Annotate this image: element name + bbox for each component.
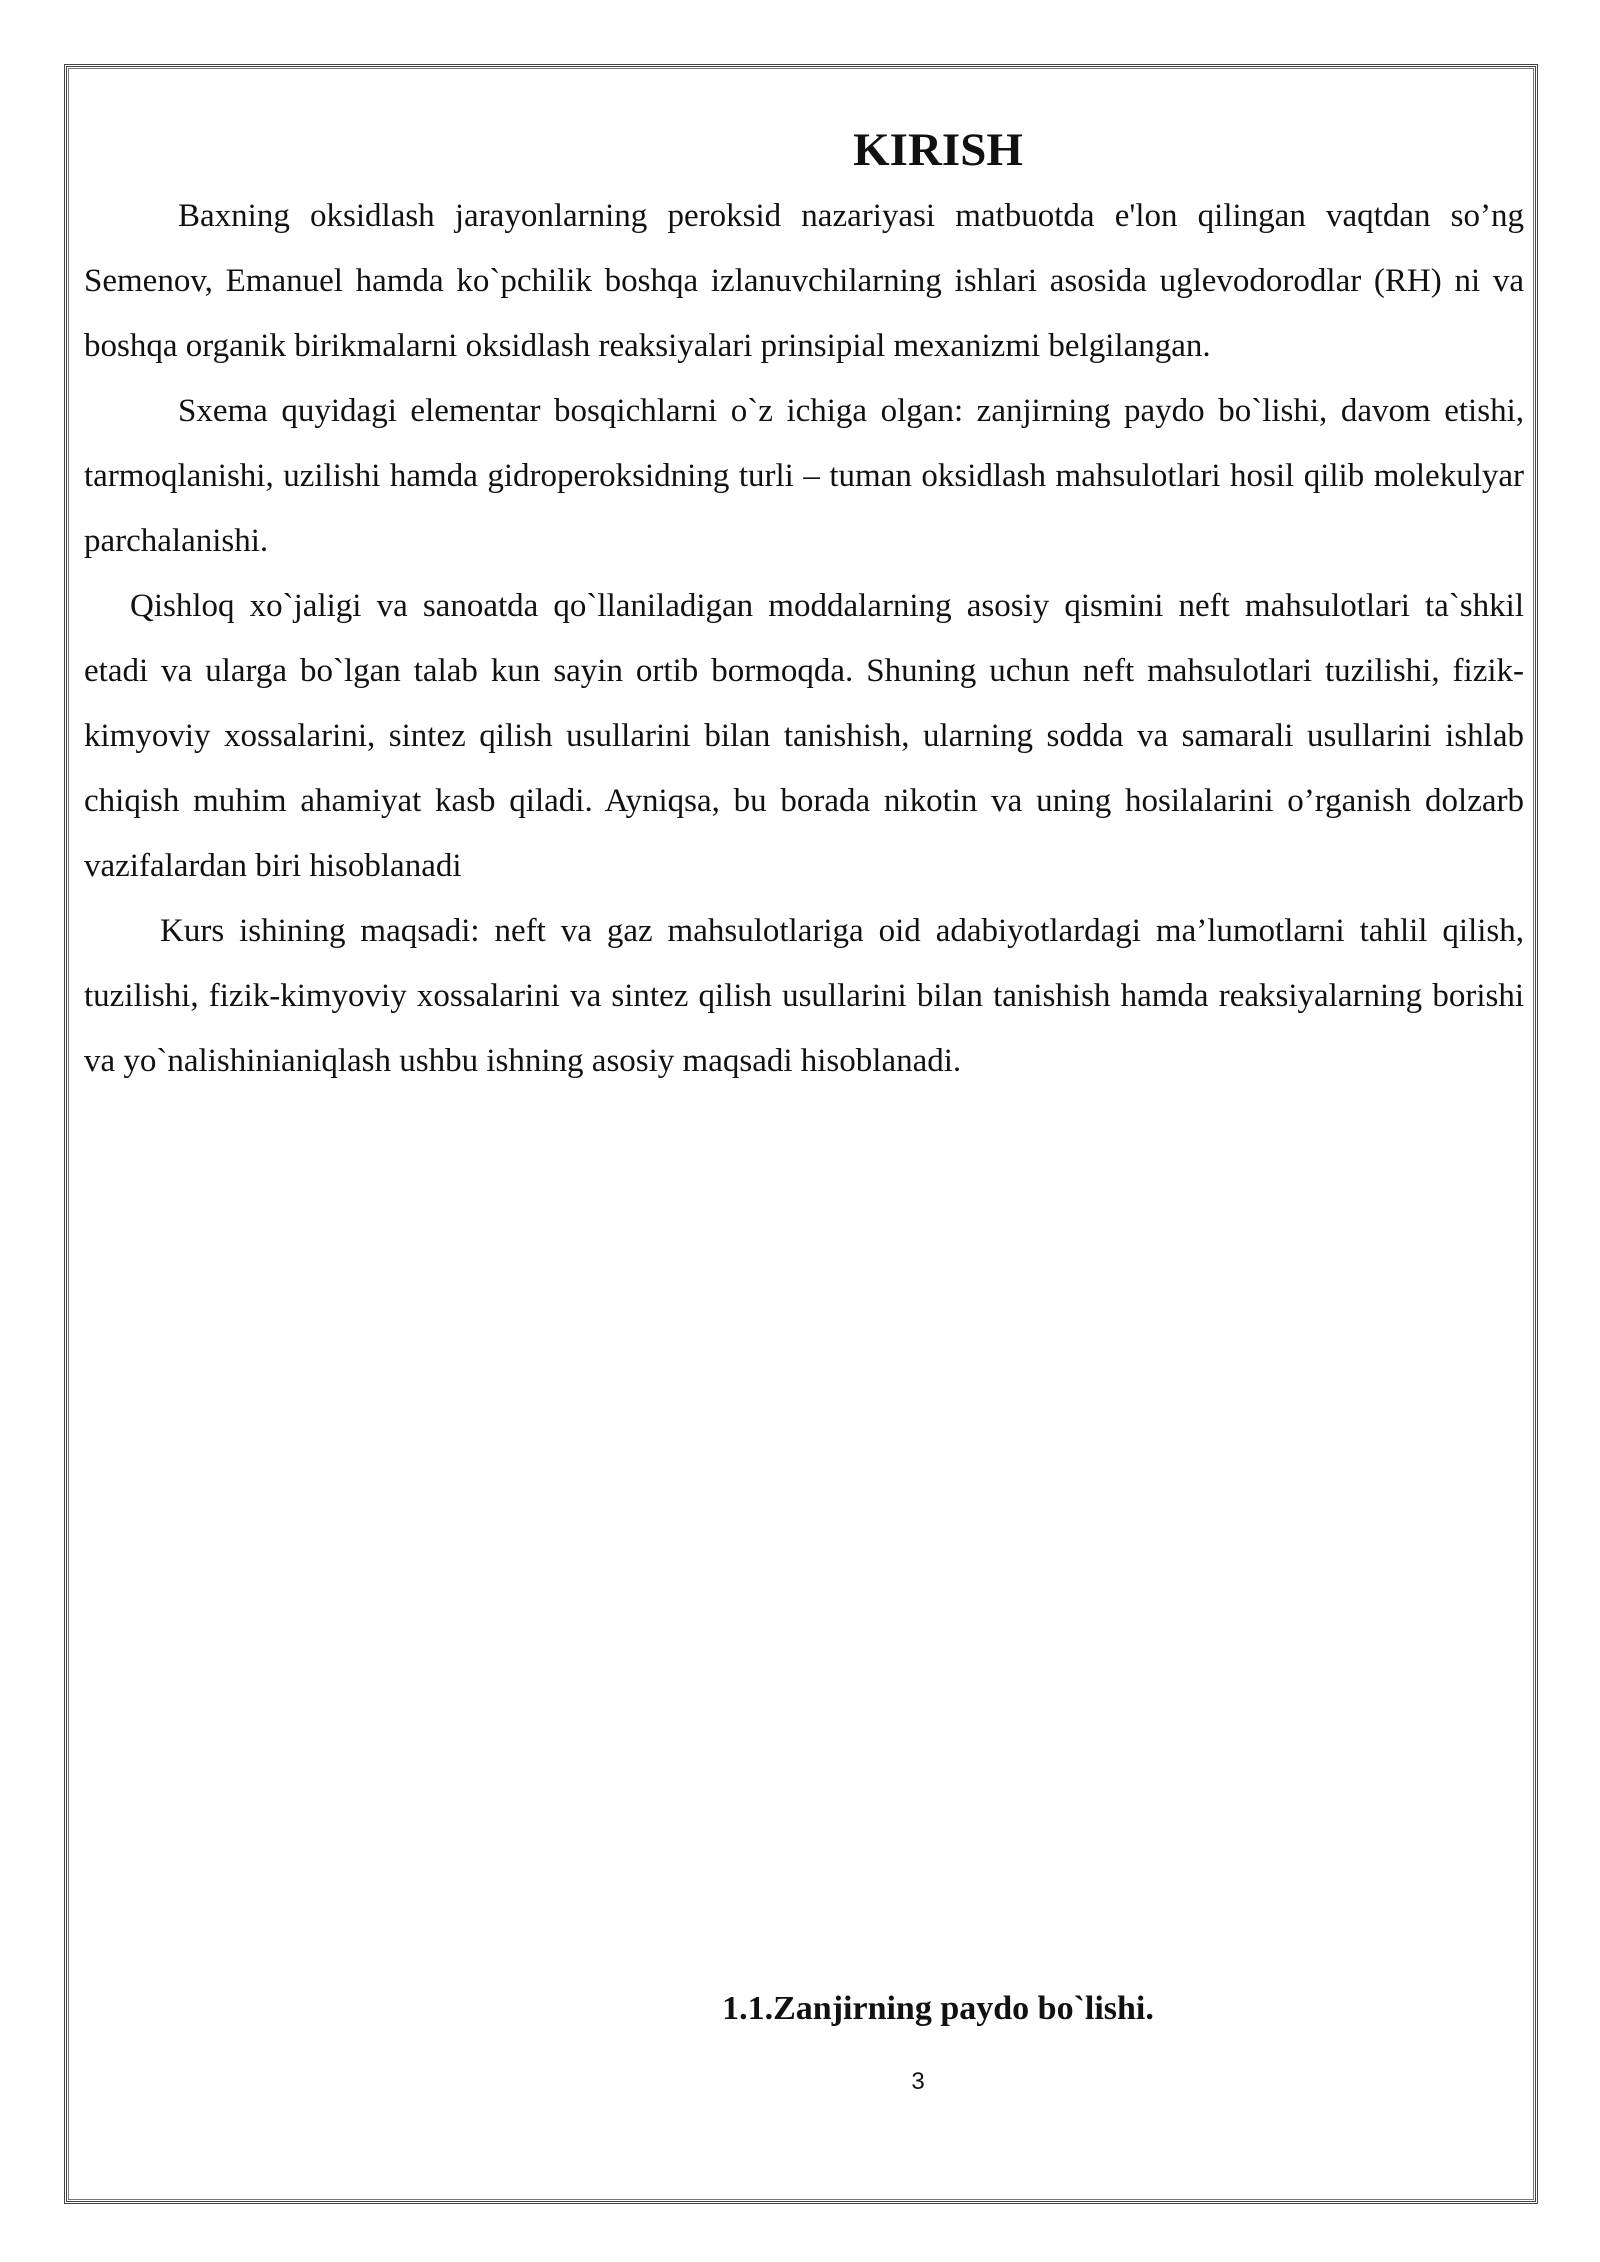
page-content bbox=[84, 118, 1524, 1094]
page-number: 3 bbox=[911, 2068, 925, 2095]
paragraph-intro: Baxning oksidlash jarayonlarning peroksid nazariyasi matbuotda e'lon qilingan vaqtdan so’ng Semenov, Emanuel hamda ko`pchilik boshqa izlanuvchilarning ishlari asosida uglevodorodlar (RH) ni va boshqa organik birikmalarni oksidlash reaksiyalari prinsipial mexanizmi belgilangan. bbox=[84, 198, 1524, 364]
paragraph-industry: Qishloq xo`jaligi va sanoatda qo`llaniladigan moddalarning asosiy qismini neft mahsulotlari ta`shkil etadi va ularga bo`lgan talab kun sayin ortib bormoqda. Shuning uchun neft mahsulotlari tuzilishi, fizik-kimyoviy xossalarini, sintez qilish usullarini bilan tanishish, ularning sodda va samarali usullarini ishlab chiqish muhim ahamiyat kasb qiladi. Ayniqsa, bu borada nikotin va uning hosilalarini o’rganish dolzarb vazifalardan biri hisoblanadi bbox=[84, 588, 1524, 884]
page-title: KIRISH bbox=[853, 124, 1023, 176]
section-heading: 1.1.Zanjirning paydo bo`lishi. bbox=[722, 1990, 1154, 2027]
paragraph-goal: Kurs ishining maqsadi: neft va gaz mahsulotlariga oid adabiyotlardagi ma’lumotlarni tahlil qilish, tuzilishi, fizik-kimyoviy xossalarini va sintez qilish usullarini bilan tanishish hamda reaksiyalarning borishi va yo`nalishinianiqlash ushbu ishning asosiy maqsadi hisoblanadi. bbox=[84, 913, 1524, 1079]
paragraph-scheme: Sxema quyidagi elementar bosqichlarni o`z ichiga olgan: zanjirning paydo bo`lishi, davom etishi, tarmoqlanishi, uzilishi hamda gidroperoksidning turli – tuman oksidlash mahsulotlari hosil qilib molekulyar parchalanishi. bbox=[84, 393, 1524, 559]
